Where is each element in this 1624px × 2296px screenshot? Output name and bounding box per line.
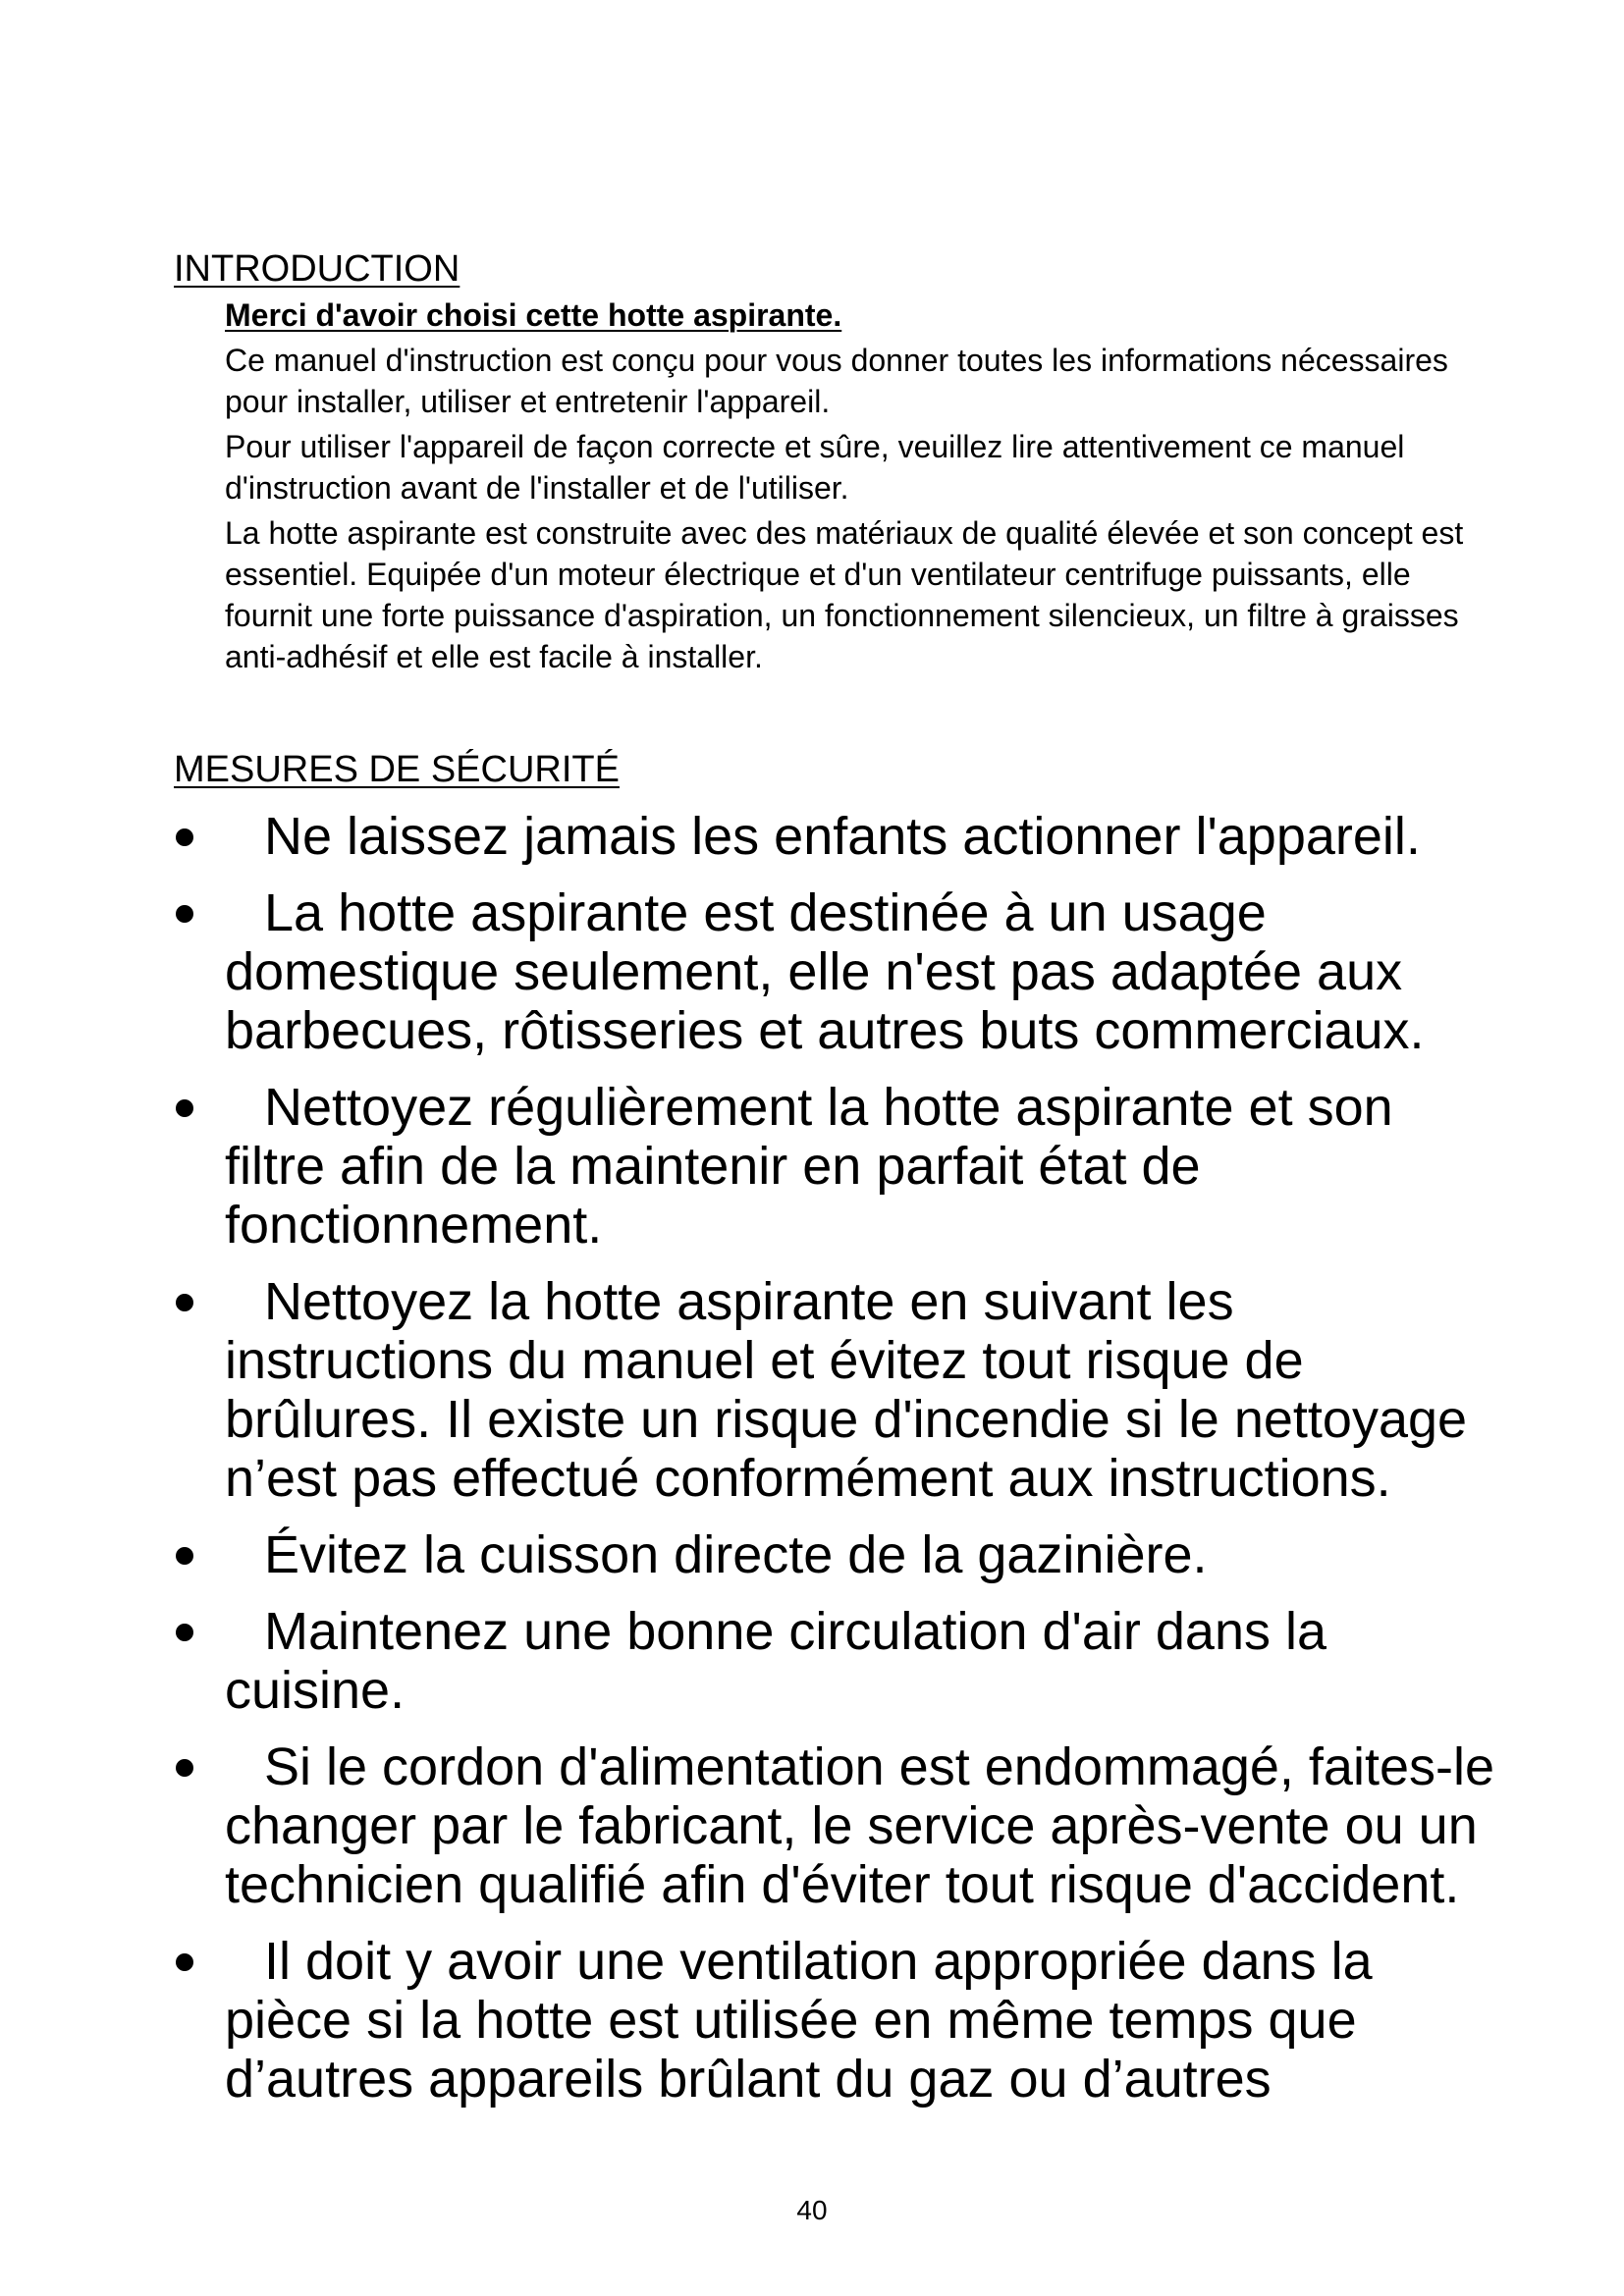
safety-item-text: Ne laissez jamais les enfants actionner l'appareil. [264,807,1421,866]
safety-item [225,1932,1501,2109]
safety-item [225,1525,1501,1584]
introduction-paragraph: Ce manuel d'instruction est conçu pour vous donner toutes les informations nécessaires pour installer, utiliser et entretenir l'appareil. [225,343,1448,419]
introduction-heading: INTRODUCTION [174,248,460,290]
safety-item-text: Il doit y avoir une ventilation appropriée dans la pièce si la hotte est utilisée en même temps que d’autres appareils brûlant du gaz ou d’autres [225,1932,1373,2109]
safety-item [225,807,1501,866]
bullet-icon [176,1759,193,1777]
safety-item-text: Maintenez une bonne circulation d'air dans la cuisine. [225,1602,1327,1720]
safety-item [225,883,1501,1060]
safety-item-text: La hotte aspirante est destinée à un usage domestique seulement, elle n'est pas adaptée aux barbecues, rôtisseries et autres buts commerciaux. [225,883,1425,1060]
safety-item [225,1078,1501,1255]
bullet-icon [176,828,193,846]
safety-item [225,1272,1501,1508]
introduction-section [225,294,1501,681]
bullet-icon [176,1547,193,1565]
safety-item [225,1737,1501,1914]
safety-heading: MESURES DE SÉCURITÉ [174,749,620,790]
introduction-subtitle: Merci d'avoir choisi cette hotte aspirante. [225,297,842,333]
safety-item-text: Si le cordon d'alimentation est endommagé, faites-le changer par le fabricant, le service après-vente ou un technicien qualifié afin d'éviter tout risque d'accident. [225,1737,1494,1914]
safety-item-text: Nettoyez régulièrement la hotte aspirante et son filtre afin de la maintenir en parfait état de fonctionnement. [225,1078,1393,1255]
bullet-icon [176,1099,193,1117]
safety-item-text: Nettoyez la hotte aspirante en suivant les instructions du manuel et évitez tout risque de brûlures. Il existe un risque d'incendie si le nettoyage n’est pas effectué conformément aux instructions. [225,1272,1468,1508]
bullet-icon [176,1624,193,1641]
bullet-icon [176,1953,193,1971]
safety-list [225,807,1501,2126]
bullet-icon [176,905,193,923]
bullet-icon [176,1294,193,1311]
safety-item [225,1602,1501,1720]
safety-item-text: Évitez la cuisson directe de la gazinière. [264,1525,1208,1584]
introduction-paragraph: Pour utiliser l'appareil de façon correcte et sûre, veuillez lire attentivement ce manuel d'instruction avant de l'installer et de l'utiliser. [225,429,1405,506]
page-number: 40 [796,2195,828,2225]
introduction-paragraph: La hotte aspirante est construite avec des matériaux de qualité élevée et son concept est essentiel. Equipée d'un moteur électrique et d'un ventilateur centrifuge puissants, elle fournit une forte puissance d'aspiration, un fonctionnement silencieux, un filtre à graisses anti-adhésif et elle est facile à installer. [225,515,1464,674]
